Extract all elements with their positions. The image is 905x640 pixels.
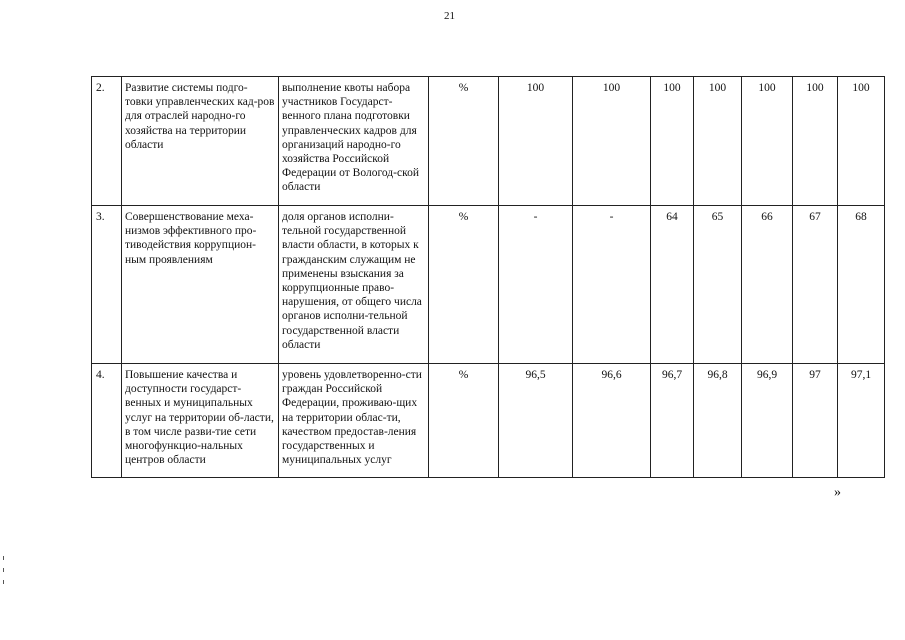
table-row (92, 364, 885, 478)
page-number: 21 (444, 10, 455, 22)
value-cell: 96,9 (742, 364, 793, 478)
table-row (92, 206, 885, 364)
value-cell: 67 (793, 206, 838, 364)
value-cell: 68 (838, 206, 885, 364)
value-cell: 100 (694, 77, 742, 206)
value-cell: 100 (838, 77, 885, 206)
indicator-cell: уровень удовлетворенно-сти граждан Российской Федерации, проживаю-щих на территории облас-ти, качеством предостав-ления государственных и муниципальных услуг (279, 364, 429, 478)
closing-quote: » (834, 485, 841, 500)
value-cell: - (573, 206, 651, 364)
task-cell: Развитие системы подго-товки управленческих кад-ров для отраслей народно-го хозяйства на территории области (122, 77, 279, 206)
unit-cell: % (429, 77, 499, 206)
value-cell: 96,7 (651, 364, 694, 478)
row-index: 3. (92, 206, 122, 364)
value-cell: 96,5 (499, 364, 573, 478)
value-cell: 65 (694, 206, 742, 364)
value-cell: 100 (651, 77, 694, 206)
row-index: 4. (92, 364, 122, 478)
scan-edge-mark (3, 556, 4, 560)
value-cell: 100 (499, 77, 573, 206)
value-cell: 96,8 (694, 364, 742, 478)
value-cell: 64 (651, 206, 694, 364)
row-index: 2. (92, 77, 122, 206)
task-cell: Повышение качества и доступности государст-венных и муниципальных услуг на территории об-ласти, в том числе разви-тие сети многофункцио-нальных центров области (122, 364, 279, 478)
indicators-table-wrap (91, 76, 884, 478)
unit-cell: % (429, 364, 499, 478)
table-row (92, 77, 885, 206)
value-cell: 96,6 (573, 364, 651, 478)
indicator-cell: доля органов исполни-тельной государственной власти области, в которых к гражданским служащим не применены взыскания за коррупционные право-нарушения, от общего числа органов исполни-тельной государственной власти области (279, 206, 429, 364)
scan-edge-mark (3, 580, 4, 584)
scan-edge-mark (3, 568, 4, 572)
value-cell: - (499, 206, 573, 364)
task-cell: Совершенствование меха-низмов эффективного про-тиводействия коррупцион-ным проявлениям (122, 206, 279, 364)
value-cell: 100 (573, 77, 651, 206)
value-cell: 100 (793, 77, 838, 206)
value-cell: 97,1 (838, 364, 885, 478)
indicator-cell: выполнение квоты набора участников Государст-венного плана подготовки управленческих кадров для организаций народно-го хозяйства Российской Федерации от Вологод-ской области (279, 77, 429, 206)
unit-cell: % (429, 206, 499, 364)
indicators-table (91, 76, 885, 478)
value-cell: 66 (742, 206, 793, 364)
value-cell: 97 (793, 364, 838, 478)
value-cell: 100 (742, 77, 793, 206)
